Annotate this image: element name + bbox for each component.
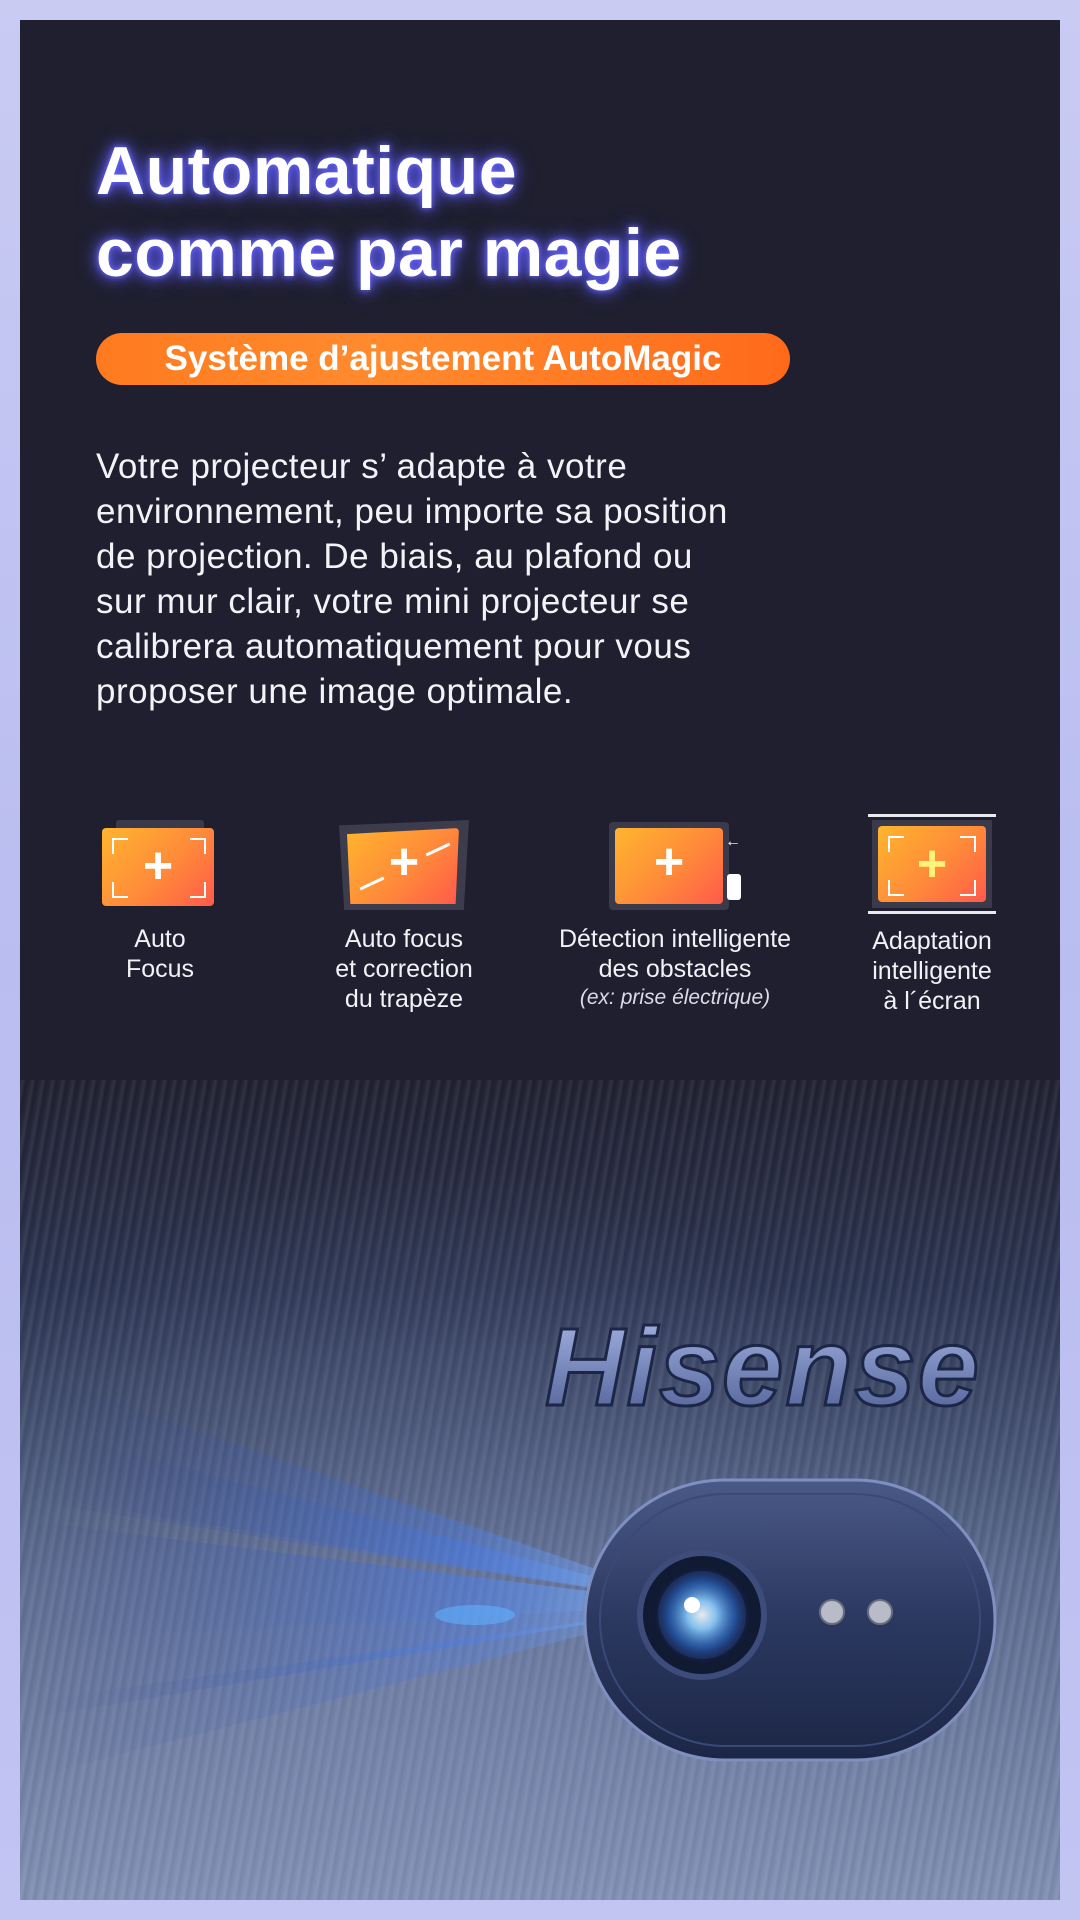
auto-focus-icon: + (102, 820, 218, 912)
feature-label: du trapèze (344, 985, 464, 1013)
feature-list (20, 820, 1060, 1060)
title-line-1: Automatique (96, 133, 518, 209)
automagic-badge: Système d’ajustement AutoMagic (96, 333, 790, 385)
title-line-2: comme par magie (96, 215, 682, 291)
brand-logo: Hisense (545, 1306, 981, 1429)
description (96, 444, 816, 714)
keystone-correction-icon: + (339, 820, 469, 912)
feature-label: et correction (335, 955, 473, 983)
feature-label: intelligente (872, 957, 992, 985)
description-line: calibrera automatiquement pour vous (96, 627, 692, 666)
feature-label: des obstacles (598, 955, 752, 983)
feature-note: (ex: prise électrique) (579, 986, 771, 1009)
description-line: environnement, peu importe sa position (96, 492, 728, 531)
feature-label: Auto focus (344, 925, 464, 953)
feature-label: Focus (125, 955, 195, 983)
feature-keystone (284, 820, 524, 1014)
projector-illustration (20, 1080, 1060, 1900)
feature-obstacle-detection (520, 820, 830, 1012)
screen-fit-icon: + (868, 814, 996, 914)
promo-card (20, 20, 1060, 1900)
description-line: Votre projecteur s’ adapte à votre (96, 447, 628, 486)
description-line: proposer une image optimale. (96, 672, 574, 711)
feature-label: Adaptation (872, 927, 992, 955)
product-hero (20, 1080, 1060, 1900)
description-line: de projection. De biais, au plafond ou (96, 537, 693, 576)
page-title (96, 130, 996, 294)
feature-screen-fit (832, 820, 1032, 1016)
description-line: sur mur clair, votre mini projecteur se (96, 582, 690, 621)
feature-label: Détection intelligente (558, 925, 792, 953)
obstacle-detection-icon: + ← (607, 820, 743, 912)
feature-auto-focus (60, 820, 260, 984)
feature-label: à l´écran (883, 987, 981, 1015)
feature-label: Auto (134, 925, 186, 953)
